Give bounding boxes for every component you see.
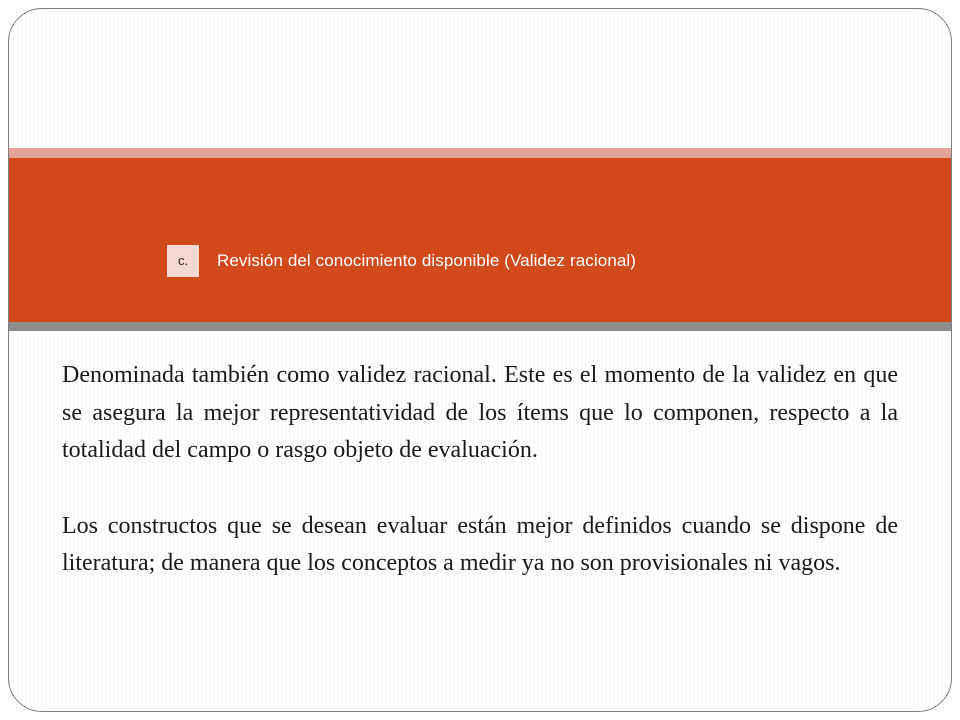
slide-body [62, 357, 898, 583]
body-paragraph-1: Denominada también como validez racional. Este es el momento de la validez en que se asegura la mejor representatividad de los ítems que lo componen, respecto a la totalidad del campo o rasgo objeto de evaluación. [62, 362, 898, 463]
title-band-bottom-stripe [9, 322, 951, 331]
heading-list-marker: c. [167, 245, 199, 277]
title-band [9, 158, 951, 322]
slide-heading [167, 241, 636, 281]
title-band-top-stripe [9, 148, 951, 158]
heading-title: Revisión del conocimiento disponible (Validez racional) [217, 251, 637, 270]
body-paragraph-2: Los constructos que se desean evaluar están mejor definidos cuando se dispone de literatura; de manera que los conceptos a medir ya no son provisionales ni vagos. [62, 512, 898, 576]
